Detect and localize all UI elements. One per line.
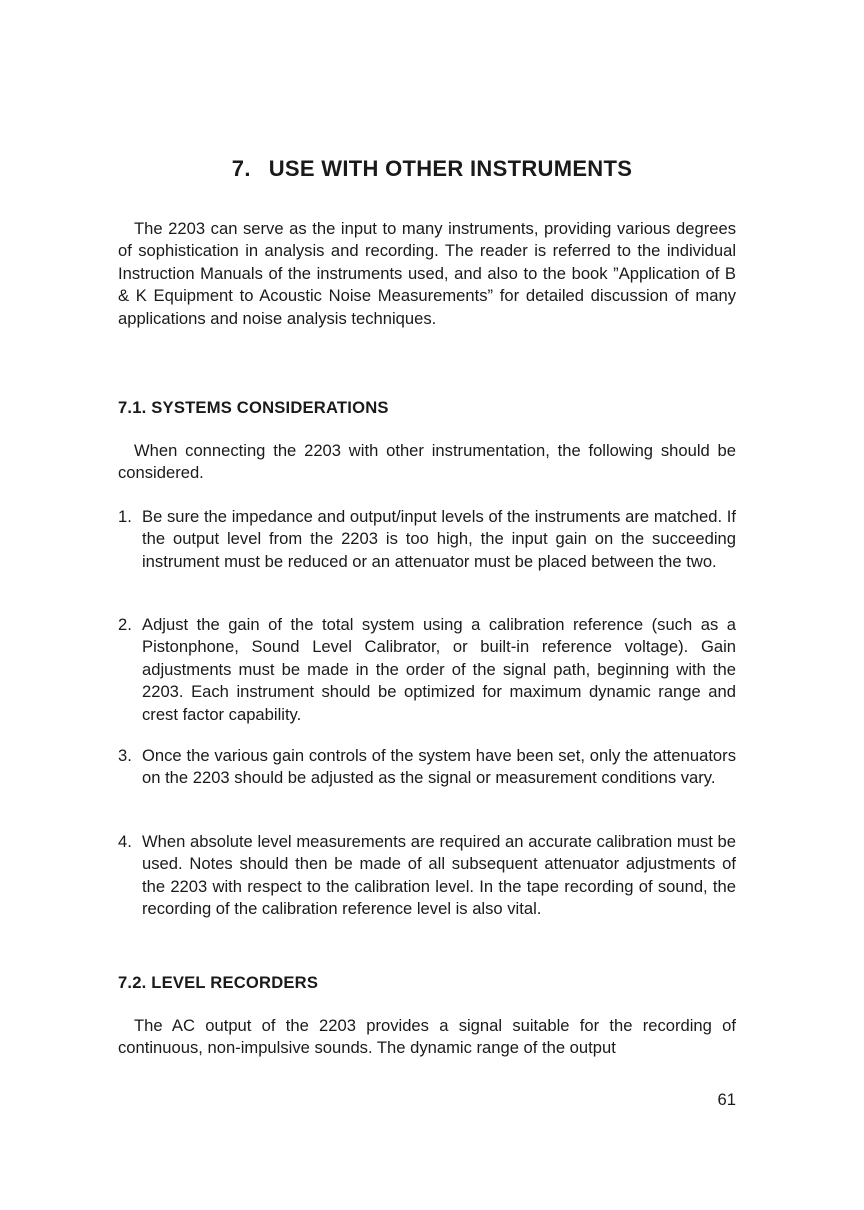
list-marker: 1.	[118, 507, 132, 526]
systems-intro-paragraph: When connecting the 2203 with other instrumentation, the following should be considered.	[118, 441, 736, 483]
level-recorders-paragraph: The AC output of the 2203 provides a signal suitable for the recording of continuous, non-impulsive sounds. The dynamic range of the output	[118, 1016, 736, 1058]
list-item	[118, 831, 736, 921]
list-item	[118, 745, 736, 790]
list-item	[118, 506, 736, 573]
section-heading-systems-considerations: 7.1. SYSTEMS CONSIDERATIONS	[118, 398, 389, 417]
list-item-text: Adjust the gain of the total system using a calibration reference (such as a Pistonphone, Sound Level Calibrator, or built-in reference voltage). Gain adjustments must be made in the order of the signal path, beginning with the 2203. Each instrument should be optimized for maximum dynamic range and crest factor capability.	[142, 615, 736, 724]
list-item	[118, 614, 736, 726]
list-item-text: When absolute level measurements are required an accurate calibration must be used. Notes should then be made of all subsequent attenuator adjustments of the 2203 with respect to the calibration level. In the tape recording of sound, the recording of the calibration reference level is also vital.	[142, 832, 736, 919]
chapter-number: 7.	[231, 156, 251, 181]
list-item-text: Be sure the impedance and output/input levels of the instruments are matched. If the output level from the 2203 is too high, the input gain on the succeeding instrument must be reduced or an attenuator must be placed between the two.	[142, 507, 736, 571]
list-marker: 4.	[118, 832, 132, 851]
page-number: 61	[717, 1090, 736, 1109]
list-item-text: Once the various gain controls of the system have been set, only the attenuators on the 2203 should be adjusted as the signal or measurement conditions vary.	[142, 746, 736, 788]
chapter-title-text: USE WITH OTHER INSTRUMENTS	[268, 156, 633, 181]
list-marker: 3.	[118, 746, 132, 765]
intro-paragraph: The 2203 can serve as the input to many instruments, providing various degrees of sophistication in analysis and recording. The reader is referred to the individual Instruction Manuals of the instruments used, and also to the book ”Application of B & K Equipment to Acoustic Noise Measurements” for detailed discussion of many applications and noise analysis techniques.	[118, 219, 736, 328]
section-heading-level-recorders: 7.2. LEVEL RECORDERS	[118, 973, 319, 992]
list-marker: 2.	[118, 615, 132, 634]
chapter-title	[0, 156, 864, 182]
